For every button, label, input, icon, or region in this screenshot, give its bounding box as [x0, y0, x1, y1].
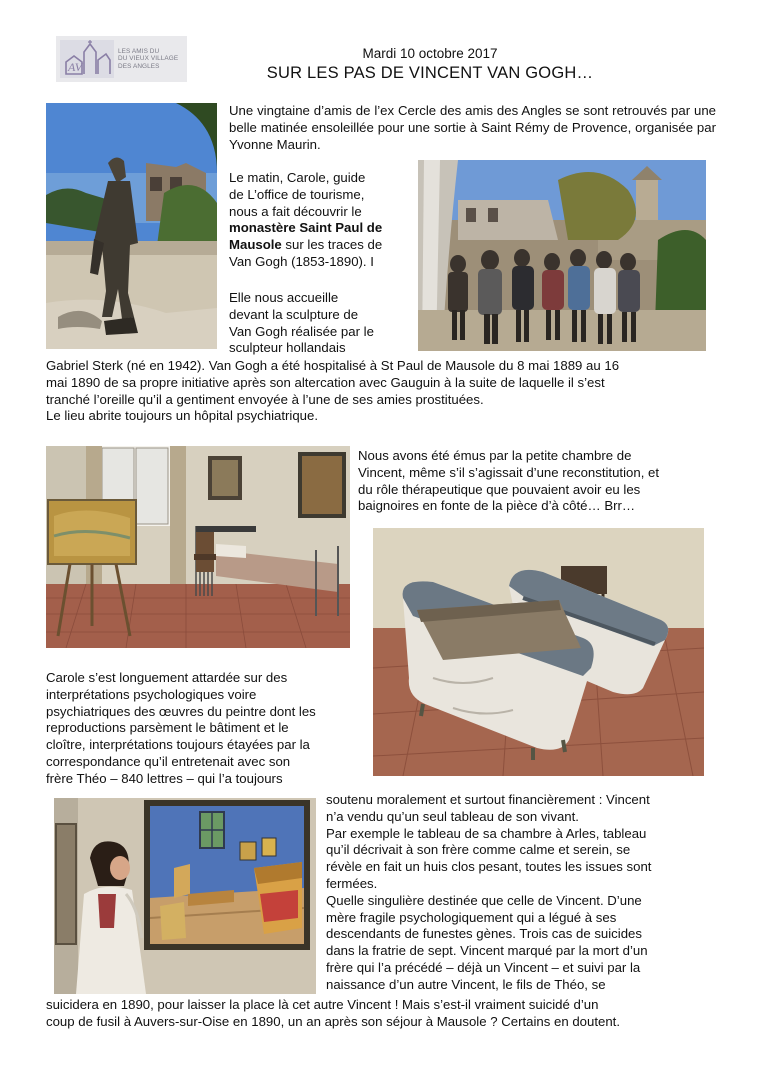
monastery-rest: sur les traces de	[281, 237, 383, 253]
vincent-bedroom-photo	[46, 446, 350, 648]
carole-line: Carole s’est longuement attardée sur des	[46, 670, 288, 685]
sculpture-line: Elle nous accueille	[229, 290, 339, 305]
support-line: fermées.	[326, 875, 378, 891]
guide-line: nous a fait découvrir le	[229, 203, 362, 219]
sculpture-line: sculpteur hollandais	[229, 340, 346, 356]
support-line: naissance d’un autre Vincent, le fils de Théo, se	[326, 976, 606, 992]
history-line: Le lieu abrite toujours un hôpital psychiatrique.	[46, 408, 318, 424]
monastery-line	[229, 237, 409, 254]
van-gogh-statue-photo	[46, 103, 217, 349]
cast-iron-bathtubs-photo	[373, 528, 704, 776]
carole-line: cloître, interprétations toujours étayées par la	[46, 737, 310, 753]
sculpture-line: Van Gogh réalisée par le	[229, 323, 374, 339]
support-line: révèle en fait un huis clos pesant, toutes les issues sont	[326, 859, 652, 875]
village-church-logo-icon	[60, 40, 114, 78]
bedroom-in-arles-painting-photo	[54, 798, 316, 994]
support-line: dans la fratrie de sept. Vincent marqué par la mort d’un	[326, 943, 648, 959]
room-paragraph	[358, 448, 718, 515]
carole-line: frère Théo – 840 lettres – qui l’a toujours	[46, 770, 283, 786]
sculpture-paragraph	[229, 290, 409, 357]
room-line: Vincent, même s’il s’agissait d’une reconstitution, et	[358, 464, 660, 480]
carole-line: psychiatriques des œuvres du peintre dont les	[46, 703, 316, 719]
history-line: mai 1890 de sa propre initiative après son altercation avec Gauguin à la suite de laquelle il s’est	[46, 374, 605, 390]
logo-text	[118, 48, 178, 70]
group-visit-photo	[418, 160, 706, 351]
room-line: baignoires en fonte de la pièce d’à côté… Brr…	[358, 498, 636, 514]
final-paragraph	[46, 997, 726, 1031]
final-line: suicidera en 1890, pour laisser la place là cet autre Vincent ! Mais s’est-il vraiment suicidé d’un	[46, 997, 599, 1012]
room-line: du rôle thérapeutique que pouvaient avoir eu les	[358, 481, 641, 497]
support-line: n’a vendu qu’un seul tableau de son vivant.	[326, 808, 579, 824]
history-line: tranché l’oreille qu’il a gentiment envoyée à l’une de ses amies prostituées.	[46, 391, 484, 407]
support-line: soutenu moralement et surtout financièrement : Vincent	[326, 792, 650, 807]
svg-text:AV: AV	[68, 60, 83, 74]
final-line: coup de fusil à Auvers-sur-Oise en 1890, un an après son séjour à Mausole ? Certains en doutent.	[46, 1013, 620, 1029]
logo-line-1: LES AMIS DU	[118, 47, 160, 55]
support-line: qu’il décrivait à son frère comme calme et serein, se	[326, 842, 631, 858]
support-paragraph	[326, 792, 716, 994]
carole-paragraph	[46, 670, 366, 788]
association-logo	[56, 36, 187, 82]
history-line: Gabriel Sterk (né en 1942). Van Gogh a été hospitalisé à St Paul de Mausole du 8 mai 1889 au 16	[46, 358, 620, 373]
logo-line-3: DES ANGLES	[118, 62, 160, 70]
guide-paragraph	[229, 170, 409, 271]
monastery-name-bold: Mausole	[229, 237, 282, 253]
history-paragraph	[46, 358, 726, 425]
van-gogh-dates: Van Gogh (1853-1890). I	[229, 253, 374, 269]
carole-line: correspondance qu’il entretenait avec son	[46, 753, 291, 769]
support-line: mère fragile psychologiquement qui a légué à ses	[326, 909, 617, 925]
support-line: Par exemple le tableau de sa chambre à Arles, tableau	[326, 825, 647, 841]
support-line: descendants de funestes gènes. Trois cas de suicides	[326, 926, 642, 942]
guide-line: Le matin, Carole, guide	[229, 170, 366, 185]
carole-line: interprétations psychologiques voire	[46, 686, 257, 702]
intro-paragraph: Une vingtaine d’amis de l’ex Cercle des amis des Angles se sont retrouvés par une belle matinée ensoleillée pour une sortie à Saint Rémy de Provence, organisée par Yvonne Maurin.	[229, 103, 716, 152]
carole-line: reproductions parsèment le bâtiment et le	[46, 720, 289, 736]
article-date: Mardi 10 octobre 2017	[362, 46, 498, 61]
guide-line: de L’office de tourisme,	[229, 186, 365, 202]
monastery-line	[229, 220, 409, 237]
room-line: Nous avons été émus par la petite chambre de	[358, 448, 632, 463]
support-line: Quelle singulière destinée que celle de Vincent. D’une	[326, 892, 642, 908]
sculpture-line: devant la sculpture de	[229, 306, 359, 322]
support-line: frère qui l’a précédé – déjà un Vincent – et suivi par la	[326, 959, 641, 975]
article-title: SUR LES PAS DE VINCENT VAN GOGH…	[266, 64, 594, 82]
logo-line-2: DU VIEUX VILLAGE	[118, 55, 179, 63]
monastery-name-bold: monastère Saint Paul de	[229, 220, 383, 236]
